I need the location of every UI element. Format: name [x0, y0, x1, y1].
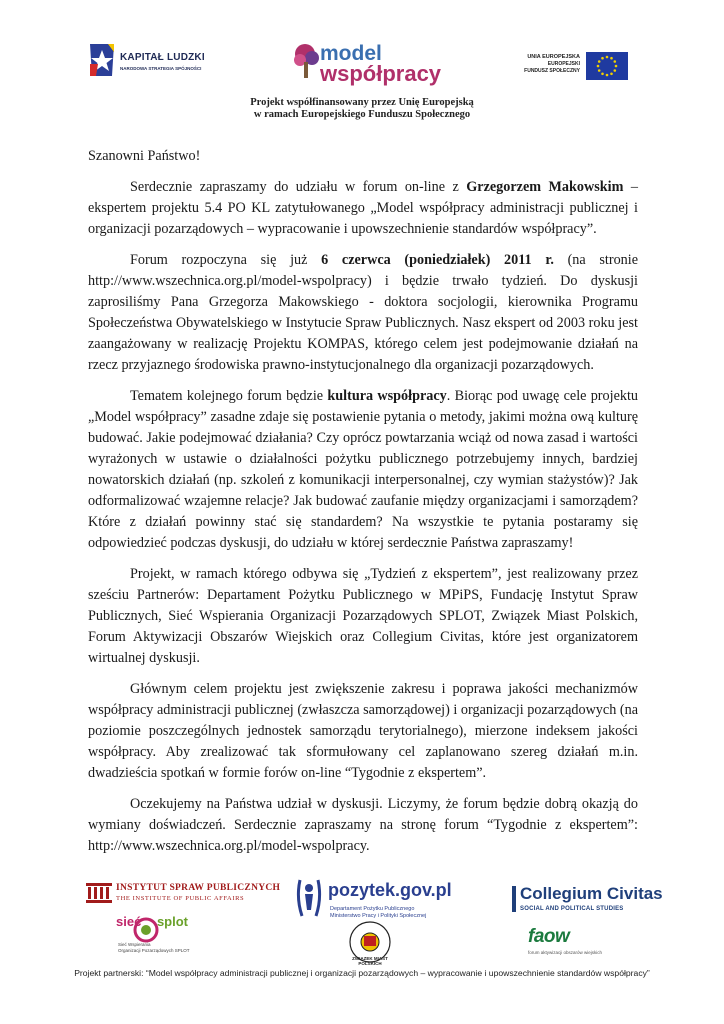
pozytek-figure-icon — [294, 878, 324, 918]
model-wspolpracy-logo — [292, 40, 442, 92]
pozytek-subtitle — [330, 906, 426, 920]
cc-bar — [512, 886, 516, 912]
kapital-ludzki-subtitle: NARODOWA STRATEGIA SPÓJNOŚCI — [120, 66, 202, 71]
cofinancing-line1: Projekt współfinansowany przez Unię Europejską — [250, 97, 474, 108]
zmp-logo — [348, 920, 392, 964]
tree-icon — [292, 42, 322, 82]
pozytek-name: pozytek.gov.pl — [328, 880, 452, 900]
splot-name — [116, 914, 188, 929]
columns-icon — [86, 883, 112, 903]
pozytek-sub-line2: Ministerstwo Pracy i Polityki Społecznej — [330, 913, 427, 919]
pozytek-sub-line1: Departament Pożytku Publicznego — [330, 906, 415, 912]
letter-body — [88, 146, 638, 867]
paragraph-3 — [88, 386, 638, 554]
paragraph-6: Oczekujemy na Państwa udział w dyskusji. Liczymy, że forum będzie dobrą okazją do wymiany doświadczeń. Serdecznie zapraszamy na stronę forum “Tygodnie z ekspertem”: http://www.wszechnica.org.pl/model-wspolpracy. — [88, 796, 638, 854]
splot-sub-line1: Sieć Wspierania — [118, 942, 151, 947]
faow-logo — [528, 926, 628, 962]
splot-subtitle — [118, 942, 198, 954]
paragraph-1 — [88, 177, 638, 240]
faow-name: faow — [528, 926, 570, 947]
paragraph-2-text-c: (na stronie http://www.wszechnica.org.pl/model-wspolpracy) i będzie trwało tydzień. Do dyskusji zaprosiliśmy Pana Grzegorza Makowskiego - doktora socjologii, kierownika Programu Społeczeństwa Obywatelskiego w Instytucie Spraw Publicznych. Nasz ekspert od 2003 roku jest zaangażowany w realizację Projektu KOMPAS, którego celem jest podejmowanie działań na rzecz przyjaznego środowiska prawno-instytucjonalnego dla organizacji pozarządowych. — [88, 252, 639, 373]
splot-logo — [112, 912, 202, 962]
faow-subtitle: forum aktywizacji obszarów wiejskich — [528, 950, 603, 955]
splot-name-b: splot — [156, 914, 188, 929]
cc-subtitle: SOCIAL AND POLITICAL STUDIES — [520, 906, 624, 912]
paragraph-3-topic: kultura współpracy — [327, 388, 447, 404]
collegium-civitas-logo — [512, 884, 663, 916]
kapital-ludzki-title: KAPITAŁ LUDZKI — [120, 52, 205, 63]
eu-text-line1: UNIA EUROPEJSKA — [527, 54, 580, 60]
kapital-ludzki-logo — [86, 40, 216, 86]
pozytek-logo — [294, 878, 464, 922]
paragraph-3-text-a: Tematem kolejnego forum będzie — [130, 388, 328, 404]
eu-text — [512, 54, 580, 75]
eu-text-line3: FUNDUSZ SPOŁECZNY — [524, 68, 580, 74]
paragraph-1-expert-name: Grzegorzem Makowskim — [466, 179, 624, 195]
isp-subtitle: THE INSTITUTE OF PUBLIC AFFAIRS — [116, 895, 245, 902]
paragraph-3-text-c: . Biorąc pod uwagę cele projektu „Model współpracy” zasadne zdaje się postawienie pytania o metody, jakimi można ową kulturę budować. Jakie podejmować działania? Czy oprócz powtarzania wciąż od nowa zasad i wartości wyrażonych w ustawie o działalności pożytku publicznego potrzebujemy innych, bardziej nowatorskich działań (np. szkoleń z komunikacji interpersonalnej, czy wymian stażystów)? Jak odformalizować wzajemne relacje? Jak budować zaufanie między organizacjami i samorządem? Które z działań powinny stać się standardem? Na wszystkie te pytania postaramy się odpowiedzieć podczas dyskusji, do udziału w której serdecznie Państwa zapraszamy! — [88, 388, 638, 551]
cc-name: Collegium Civitas — [520, 884, 663, 903]
eu-text-line2: EUROPEJSKI — [547, 61, 580, 67]
zmp-text: ZWIĄZEK MIAST POLSKICH — [352, 956, 388, 966]
model-wspolpracy-wordmark — [320, 44, 441, 84]
kapital-ludzki-star-icon — [86, 40, 118, 80]
model-wspolpracy-line2: współpracy — [320, 61, 442, 86]
paragraph-2-text-a: Forum rozpoczyna się już — [130, 252, 322, 268]
isp-name: INSTYTUT SPRAW PUBLICZNYCH — [116, 883, 281, 893]
cofinancing-note — [0, 97, 724, 121]
greeting: Szanowni Państwo! — [88, 148, 201, 164]
eu-logo — [512, 52, 632, 82]
model-wspolpracy-line1: model — [320, 42, 382, 65]
eu-flag-icon — [586, 52, 628, 80]
paragraph-1-text-a: Serdecznie zapraszamy do udziału w forum on-line z — [130, 179, 467, 195]
cofinancing-line2: w ramach Europejskiego Funduszu Społecznego — [253, 109, 471, 120]
splot-sub-line2: Organizacji Pozarządowych SPLOT — [118, 948, 190, 953]
partner-project-note: Projekt partnerski: “Model współpracy administracji publicznej i organizacji pozarządowych – wypracowanie i upowszechnienie standardów współpracy” — [74, 968, 650, 978]
paragraph-2-date: 6 czerwca (poniedziałek) 2011 r. — [321, 252, 554, 268]
isp-logo — [86, 883, 281, 905]
splot-name-a: sieć — [116, 914, 142, 929]
paragraph-1-text-c: – ekspertem projektu 5.4 PO KL zatytułowanego „Model współpracy administracji publicznej i organizacji pozarządowych – wypracowanie i upowszechnienie standardów współpracy”. — [88, 179, 638, 237]
paragraph-2 — [88, 250, 638, 376]
paragraph-5: Głównym celem projektu jest zwiększenie zakresu i poprawa jakości mechanizmów współpracy administracji publicznej (zwłaszcza samorządowej) i organizacji pozarządowych (na poziomie poszczególnych jednostek samorządu terytorialnego), mierzone indeksem jakości współpracy. Aby zrealizować tak sformułowany cel zaplanowano szereg działań m.in. dwadzieścia spotkań w formie forów on-line “Tygodnie z ekspertem”. — [88, 681, 638, 781]
paragraph-4: Projekt, w ramach którego odbywa się „Tydzień z ekspertem”, jest realizowany przez sześciu Partnerów: Departament Pożytku Publicznego w MPiPS, Fundację Instytut Spraw Publicznych, Sieć Wspierania Organizacji Pozarządowych SPLOT, Związek Miast Polskich, Forum Aktywizacji Obszarów Wiejskich oraz Collegium Civitas, które jest organizatorem wirtualnej dyskusji. — [88, 566, 638, 666]
